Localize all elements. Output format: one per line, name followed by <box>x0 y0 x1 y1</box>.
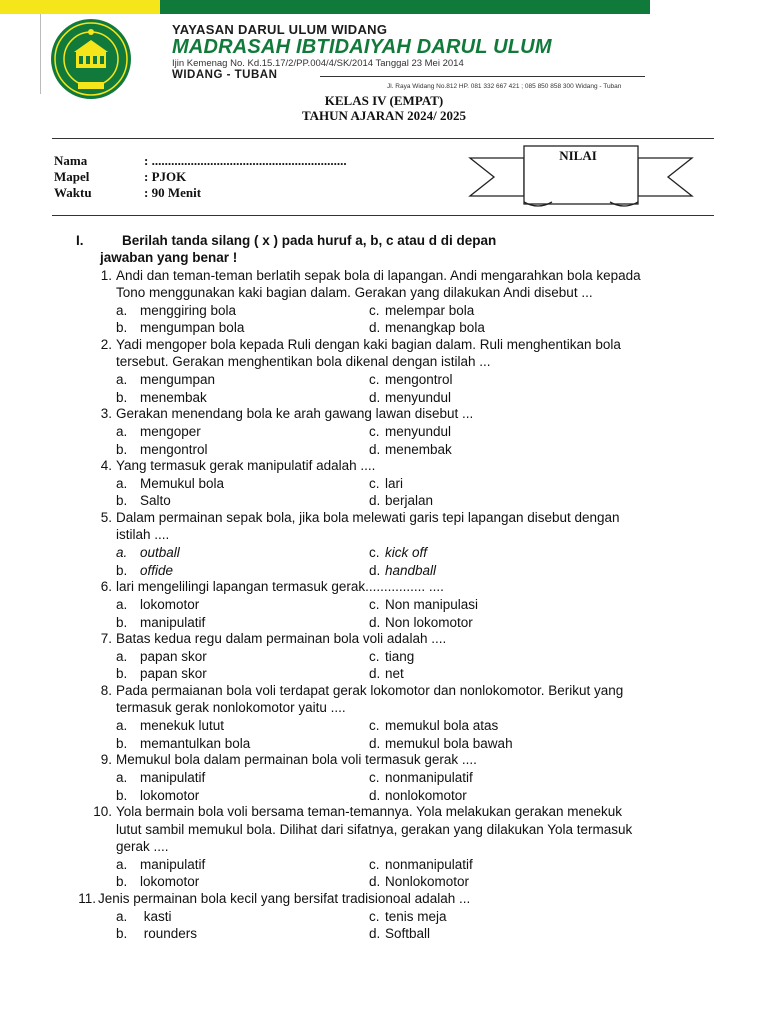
question-text <box>116 457 716 474</box>
option-text: manipulatif <box>140 856 206 872</box>
option-key: d. <box>369 441 381 457</box>
option-a[interactable] <box>116 302 236 319</box>
question-text <box>116 803 716 855</box>
name-field[interactable]: : ............................................................ <box>144 153 347 168</box>
option-text: papan skor <box>140 649 207 665</box>
question-number: 7. <box>100 631 112 647</box>
option-key: c. <box>369 303 380 319</box>
option-key: d. <box>369 787 381 803</box>
question-line: Andi dan teman-teman berlatih sepak bola di lapangan. Andi mengarahkan bola kepada <box>116 268 641 283</box>
option-text: Non manipulasi <box>385 597 479 613</box>
option-text: tiang <box>385 649 415 665</box>
option-b[interactable] <box>116 665 207 682</box>
header-divider <box>40 14 41 94</box>
question-line: Pada permaianan bola voli terdapat gerak lokomotor dan nonlokomotor. Berikut yang <box>116 683 624 699</box>
option-a[interactable] <box>116 769 205 786</box>
option-a[interactable] <box>116 475 224 492</box>
option-key: b. <box>116 666 128 682</box>
option-text: papan skor <box>140 666 207 682</box>
question-number: 10. <box>93 804 112 820</box>
option-text: kick off <box>385 545 428 561</box>
option-key: d. <box>369 389 381 405</box>
option-key: b. <box>116 493 128 509</box>
option-key: a. <box>116 649 128 665</box>
question-number: 3. <box>100 406 112 422</box>
option-key: c. <box>369 908 380 924</box>
top-rule <box>52 138 714 139</box>
option-text: menembak <box>385 441 452 457</box>
option-key: b. <box>116 562 128 578</box>
option-b[interactable] <box>116 735 250 752</box>
option-c[interactable] <box>369 717 498 734</box>
option-key: c. <box>369 856 380 872</box>
option-text: handball <box>385 562 437 578</box>
option-a[interactable] <box>116 908 172 925</box>
option-text: memukul bola bawah <box>385 735 513 751</box>
question-text <box>116 630 716 647</box>
question-line: Memukul bola dalam permainan bola voli termasuk gerak .... <box>116 752 477 768</box>
option-text: manipulatif <box>140 614 206 630</box>
option-a[interactable] <box>116 717 224 734</box>
question-text <box>116 336 716 371</box>
option-b[interactable] <box>116 562 173 579</box>
option-b[interactable] <box>116 492 171 509</box>
school-logo-icon <box>50 18 132 100</box>
bottom-rule <box>52 215 714 216</box>
question-number: 2. <box>100 337 112 353</box>
option-d[interactable] <box>369 614 473 631</box>
option-key: d. <box>369 493 381 509</box>
option-c[interactable] <box>369 596 478 613</box>
option-text: manipulatif <box>140 770 206 786</box>
option-text: rounders <box>140 925 198 941</box>
option-key: a. <box>116 770 128 786</box>
option-key: a. <box>116 856 128 872</box>
option-text: kasti <box>140 908 172 924</box>
question-text <box>116 682 716 717</box>
option-key: c. <box>369 718 380 734</box>
option-b[interactable] <box>116 389 207 406</box>
option-key: b. <box>116 320 128 336</box>
permit-info: Ijin Kemenag No. Kd.15.17/2/PP.004/4/SK/2014 Tanggal 23 Mei 2014 <box>172 58 464 69</box>
subject-label: Mapel <box>54 169 90 184</box>
option-text: Nonlokomotor <box>385 874 470 889</box>
option-b[interactable] <box>116 614 205 631</box>
option-text: lari <box>385 476 404 492</box>
time-label: Waktu <box>54 185 92 200</box>
option-key: b. <box>116 787 128 803</box>
question-line: lutut sambil memukul bola. Dilihat dari sifatnya, gerakan yang dilakukan Yola termasuk <box>116 821 633 837</box>
option-text: memukul bola atas <box>385 718 499 734</box>
option-key: c. <box>369 424 380 440</box>
option-key: b. <box>116 389 128 405</box>
section-instruction: Berilah tanda silang ( x ) pada huruf a, b, c atau d di depan <box>122 233 497 248</box>
option-text: berjalan <box>385 493 434 509</box>
option-b[interactable] <box>116 319 244 336</box>
option-text: mengoper <box>140 424 201 440</box>
question-text <box>116 405 716 422</box>
option-text: Memukul bola <box>140 476 225 492</box>
question-line: gerak .... <box>116 838 169 854</box>
option-key: a. <box>116 476 128 492</box>
question-line: lari mengelilingi lapangan termasuk gerak................ .... <box>116 579 444 595</box>
option-key: d. <box>369 666 381 682</box>
option-c[interactable] <box>369 544 427 561</box>
option-text: Non lokomotor <box>385 614 473 630</box>
option-d[interactable] <box>369 873 469 890</box>
option-key: d. <box>369 614 381 630</box>
option-d[interactable] <box>369 665 404 682</box>
school-name: MADRASAH IBTIDAIYAH DARUL ULUM <box>172 36 552 58</box>
option-text: menyundul <box>385 424 452 440</box>
score-label: NILAI <box>559 148 597 163</box>
question-line: Batas kedua regu dalam permainan bola voli adalah .... <box>116 631 447 647</box>
question-line: tersebut. Gerakan menghentikan bola dikenal dengan istilah ... <box>116 354 491 370</box>
question-line: Dalam permainan sepak bola, jika bola melewati garis tepi lapangan disebut dengan <box>116 510 620 526</box>
option-key: c. <box>369 545 380 561</box>
option-text: menyundul <box>385 389 452 405</box>
option-key: a. <box>116 597 128 613</box>
option-c[interactable] <box>369 423 451 440</box>
option-text: mengumpan bola <box>140 320 245 336</box>
option-key: b. <box>116 735 128 751</box>
option-text: menekuk lutut <box>140 718 225 734</box>
option-d[interactable] <box>369 441 452 458</box>
option-key: d. <box>369 562 381 578</box>
city-underline <box>320 76 645 77</box>
option-a[interactable] <box>116 544 180 561</box>
question-number: 1. <box>100 268 112 283</box>
academic-year: TAHUN AJARAN 2024/ 2025 <box>301 108 467 123</box>
option-key: c. <box>369 597 380 613</box>
option-key: a. <box>116 908 128 924</box>
school-address: Jl. Raya Widang No.812 HP. 081 332 667 421 ; 085 850 858 300 Widang - Tuban <box>387 83 622 90</box>
question-line: termasuk gerak nonlokomotor yaitu .... <box>116 700 346 716</box>
question-line: Yang termasuk gerak manipulatif adalah .... <box>116 458 376 474</box>
option-key: d. <box>369 925 381 941</box>
option-text: lokomotor <box>140 787 200 803</box>
option-d[interactable] <box>369 492 433 509</box>
option-text: melempar bola <box>385 303 475 319</box>
subject-value: : PJOK <box>144 169 187 184</box>
question-line: Jenis permainan bola kecil yang bersifat tradisionoal adalah ... <box>98 890 471 906</box>
option-key: b. <box>116 874 128 889</box>
option-b[interactable] <box>116 787 199 804</box>
option-key: a. <box>116 545 128 561</box>
section-number: I. <box>76 233 84 248</box>
option-text: Salto <box>140 493 171 509</box>
option-text: offide <box>140 562 174 578</box>
option-key: d. <box>369 735 381 751</box>
question-line: Yadi mengoper bola kepada Ruli dengan kaki bagian dalam. Ruli menghentikan bola <box>116 337 621 353</box>
option-d[interactable] <box>369 319 485 336</box>
question-text <box>98 890 698 907</box>
question-line: Gerakan menendang bola ke arah gawang lawan disebut ... <box>116 406 474 422</box>
option-d[interactable] <box>369 787 467 804</box>
option-a[interactable] <box>116 648 207 665</box>
time-row <box>54 185 201 201</box>
option-d[interactable] <box>369 389 451 406</box>
option-key: b. <box>116 925 128 941</box>
option-key: d. <box>369 874 381 889</box>
question-line: Tono menggunakan kaki bagian dalam. Gerakan yang dilakukan Andi disebut ... <box>116 285 593 301</box>
option-c[interactable] <box>369 856 473 873</box>
option-a[interactable] <box>116 423 201 440</box>
option-key: c. <box>369 770 380 786</box>
option-c[interactable] <box>369 648 414 665</box>
option-text: lokomotor <box>140 874 200 889</box>
option-text: Softball <box>385 925 431 941</box>
option-key: a. <box>116 303 128 319</box>
option-text: menembak <box>140 389 207 405</box>
option-text: mengontrol <box>385 372 453 388</box>
option-text: outball <box>140 545 180 561</box>
option-key: c. <box>369 649 380 665</box>
name-row <box>54 153 347 169</box>
question-number: 5. <box>100 510 112 526</box>
question-number: 6. <box>100 579 112 595</box>
option-text: tenis meja <box>385 908 447 924</box>
question-line: istilah .... <box>116 527 170 543</box>
question-number: 8. <box>100 683 112 699</box>
option-key: a. <box>116 718 128 734</box>
school-city: WIDANG - TUBAN <box>172 69 278 81</box>
question-text <box>116 509 716 544</box>
subject-row <box>54 169 186 185</box>
foundation-name: YAYASAN DARUL ULUM WIDANG <box>172 22 388 37</box>
option-d[interactable] <box>369 562 436 579</box>
option-text: nonlokomotor <box>385 787 467 803</box>
question-number: 11. <box>78 890 96 906</box>
option-c[interactable] <box>369 302 474 319</box>
option-key: d. <box>369 320 381 336</box>
option-key: a. <box>116 424 128 440</box>
option-a[interactable] <box>116 856 205 873</box>
option-key: a. <box>116 372 128 388</box>
option-text: mengumpan <box>140 372 216 388</box>
option-c[interactable] <box>369 371 453 388</box>
option-key: c. <box>369 476 380 492</box>
question-line: Yola bermain bola voli bersama teman-temannya. Yola melakukan gerakan menekuk <box>116 804 623 820</box>
option-text: nonmanipulatif <box>385 856 473 872</box>
option-c[interactable] <box>369 769 473 786</box>
class-title: KELAS IV (EMPAT) <box>324 93 444 108</box>
question-number: 9. <box>100 752 112 768</box>
question-text <box>116 578 716 595</box>
option-key: b. <box>116 441 128 457</box>
question-number: 4. <box>100 458 112 474</box>
option-text: lokomotor <box>140 597 200 613</box>
option-b[interactable] <box>116 441 208 458</box>
section-instruction-cont: jawaban yang benar ! <box>100 250 238 265</box>
name-label: Nama <box>54 153 88 168</box>
option-d[interactable] <box>369 735 513 752</box>
option-text: memantulkan bola <box>140 735 251 751</box>
option-text: net <box>385 666 404 682</box>
option-b[interactable] <box>116 925 197 942</box>
option-key: b. <box>116 614 128 630</box>
option-b[interactable] <box>116 873 199 890</box>
option-text: nonmanipulatif <box>385 770 473 786</box>
time-value: : 90 Menit <box>144 185 202 200</box>
option-a[interactable] <box>116 371 215 388</box>
option-text: mengontrol <box>140 441 208 457</box>
header-stripe-yellow <box>0 0 160 14</box>
header-stripe-green <box>160 0 650 14</box>
option-c[interactable] <box>369 908 447 925</box>
question-text <box>116 267 716 302</box>
option-c[interactable] <box>369 475 403 492</box>
option-key: c. <box>369 372 380 388</box>
option-text: menangkap bola <box>385 320 485 336</box>
option-a[interactable] <box>116 596 199 613</box>
option-d[interactable] <box>369 925 430 942</box>
question-text <box>116 751 716 768</box>
option-text: menggiring bola <box>140 303 237 319</box>
